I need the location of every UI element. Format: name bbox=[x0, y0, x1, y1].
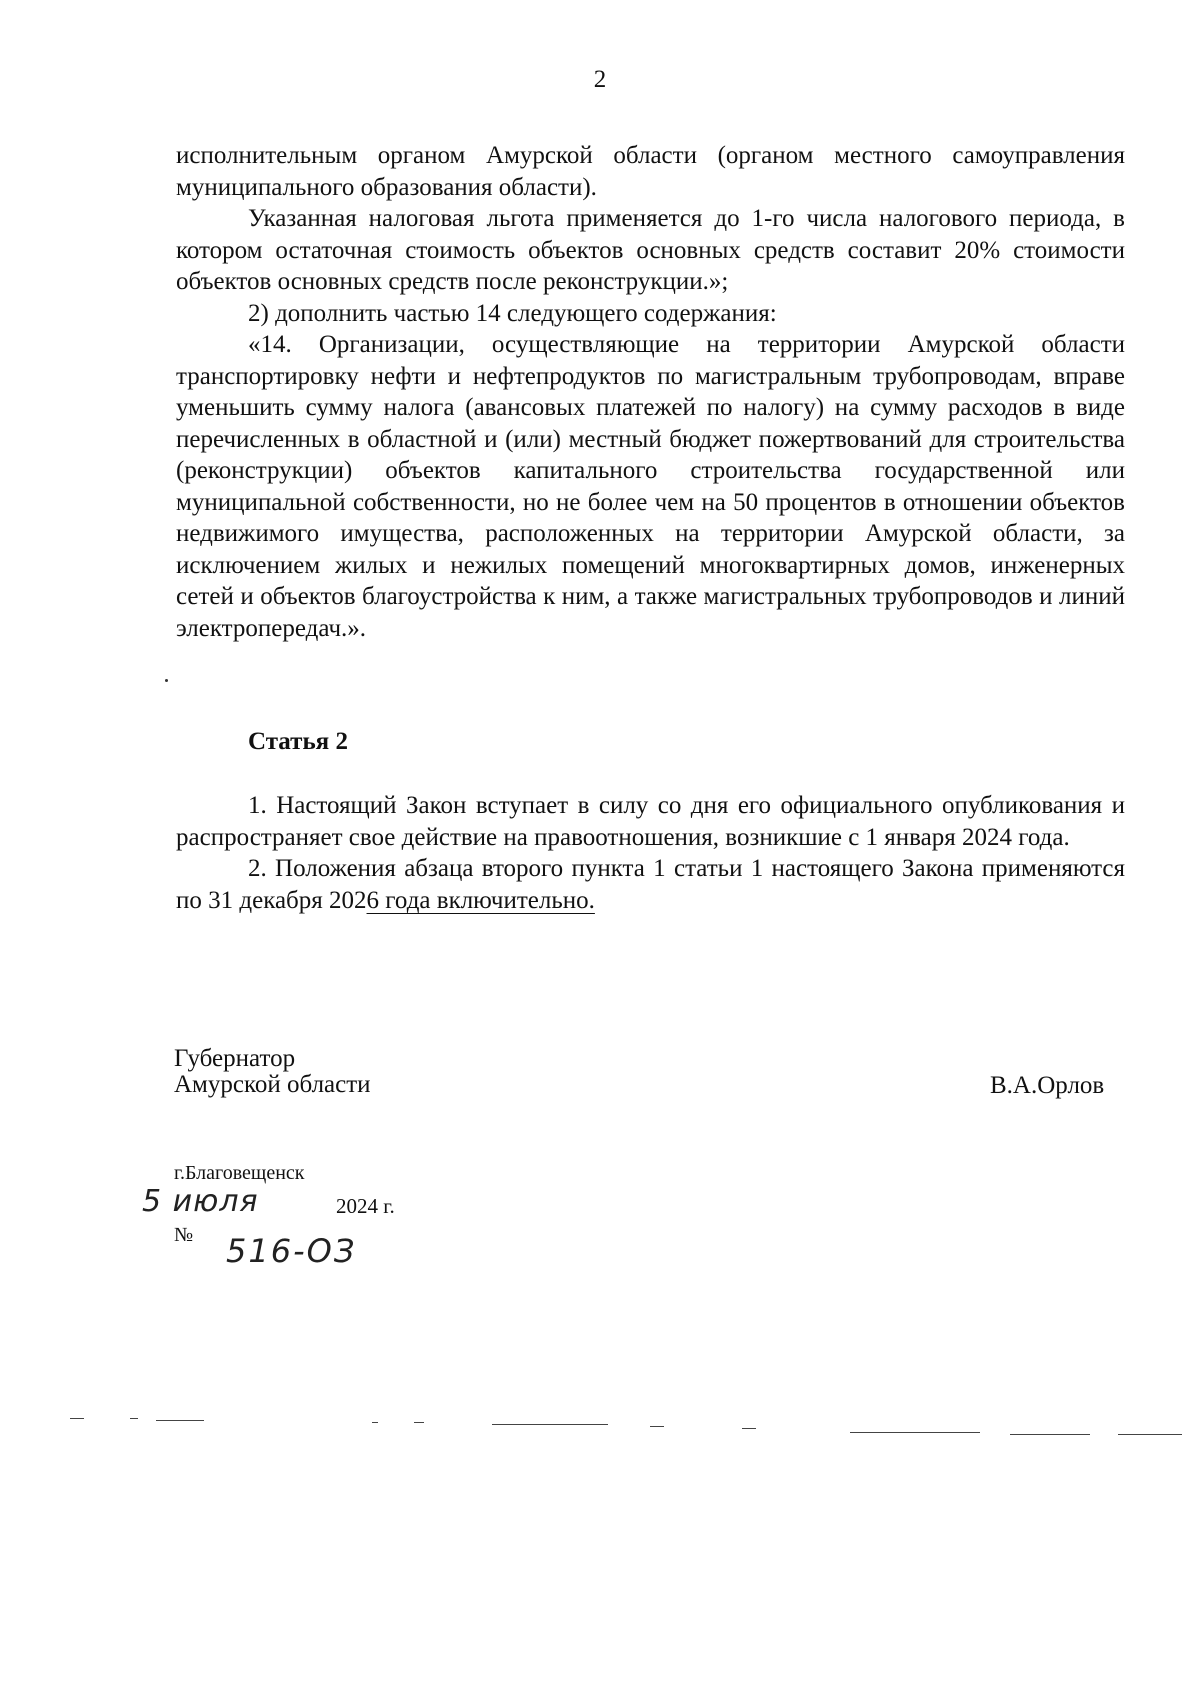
scan-artifact-line bbox=[492, 1424, 608, 1425]
paragraph-tax-benefit: Указанная налоговая льгота применяется до 1-го числа налогового периода, в котором остаточная стоимость объектов основных средств составит 20% стоимости объектов основных средств после реконструкции.»; bbox=[176, 205, 1125, 295]
paragraph-continuation: исполнительным органом Амурской области (органом местного самоуправления муниципального образования области). bbox=[176, 142, 1125, 201]
scan-artifact-line bbox=[414, 1422, 424, 1423]
scan-artifact-line bbox=[156, 1420, 204, 1421]
scan-dot bbox=[165, 679, 168, 682]
article-item-1: 1. Настоящий Закон вступает в силу со дня его официального опубликования и распространяет свое действие на правоотношения, возникшие с 1 января 2024 года. bbox=[176, 792, 1125, 851]
article-item-2-end: 6 года включительно. bbox=[366, 886, 595, 914]
scan-artifact-line bbox=[1118, 1434, 1182, 1435]
date-year: 2024 г. bbox=[336, 1194, 395, 1218]
article-heading: Статья 2 bbox=[248, 728, 348, 755]
scan-artifact-line bbox=[1010, 1434, 1090, 1435]
article-2-body bbox=[176, 790, 1125, 916]
signature-title-line-2: Амурской области bbox=[174, 1071, 371, 1098]
handwritten-date: 5 июля bbox=[142, 1184, 259, 1219]
signature-title bbox=[174, 1046, 371, 1098]
number-label: № bbox=[174, 1224, 194, 1246]
law-body-text bbox=[176, 140, 1125, 644]
scan-artifact-line bbox=[650, 1426, 664, 1427]
handwritten-law-number: 516-ОЗ bbox=[226, 1232, 357, 1270]
signing-place: г.Благовещенск bbox=[174, 1162, 305, 1184]
scan-artifact-line bbox=[742, 1428, 756, 1429]
article-item-2 bbox=[176, 853, 1125, 916]
paragraph-part-14: «14. Организации, осуществляющие на территории Амурской области транспортировку нефти и нефтепродуктов по магистральным трубопроводам, вправе уменьшить сумму налога (авансовых платежей по налогу) на сумму расходов в виде перечисленных в областной и (или) местный бюджет пожертвований для строительства (реконструкции) объектов капитального строительства государственной или муниципальной собственности, но не более чем на 50 процентов в отношении объектов недвижимого имущества, расположенных на территории Амурской области, за исключением жилых и нежилых помещений многоквартирных домов, инженерных сетей и объектов благоустройства к ним, а также магистральных трубопроводов и линий электропередач.». bbox=[176, 331, 1125, 642]
paragraph-amendment-2: 2) дополнить частью 14 следующего содержания: bbox=[248, 299, 777, 327]
scan-artifact-line bbox=[130, 1418, 138, 1419]
page-number: 2 bbox=[593, 66, 607, 93]
scan-artifact-line bbox=[70, 1418, 84, 1419]
scan-artifact-line bbox=[850, 1432, 980, 1433]
signer-name: В.А.Орлов bbox=[990, 1072, 1105, 1099]
scan-artifact-line bbox=[372, 1422, 378, 1423]
signature-title-line-1: Губернатор bbox=[174, 1045, 296, 1072]
article-item-2-start: 2. Положения абзаца второго пункта 1 статьи 1 настоящего Закона применяются по 31 декабря 202 bbox=[176, 855, 1125, 914]
